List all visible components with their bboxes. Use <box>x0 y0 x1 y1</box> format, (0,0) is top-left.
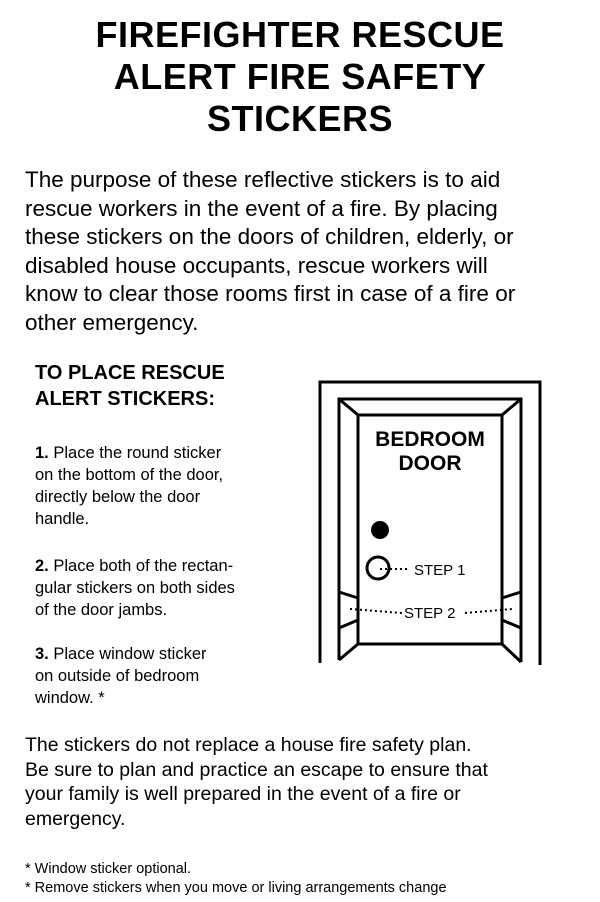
intro-line: other emergency. <box>25 309 199 335</box>
step1-label: STEP 1 <box>414 562 466 579</box>
step-number: 2. <box>35 557 49 575</box>
door-label-line: BEDROOM <box>375 428 485 451</box>
intro-line: The purpose of these reflective stickers is to aid <box>25 167 501 192</box>
title-line: STICKERS <box>206 98 394 139</box>
outro-line: Be sure to plan and practice an escape to ensure that <box>25 758 488 781</box>
instructions-heading <box>35 360 295 412</box>
outro-line: emergency. <box>25 807 126 830</box>
intro-line: know to clear those rooms first in case of a fire or <box>25 281 516 306</box>
instruction-step-2 <box>35 555 295 621</box>
step2-label: STEP 2 <box>404 605 456 622</box>
outro-paragraph <box>25 733 585 831</box>
step-text: Place window sticker <box>53 645 207 663</box>
step-text: on outside of bedroom <box>35 667 200 685</box>
title-line: FIREFIGHTER RESCUE <box>95 14 505 55</box>
outro-line: your family is well prepared in the event of a fire or <box>25 783 461 805</box>
page-title <box>0 14 600 140</box>
step-text: directly below the door <box>35 488 201 506</box>
jamb-sticker-icon <box>502 592 521 598</box>
title-line: ALERT FIRE SAFETY <box>113 56 487 97</box>
intro-line: these stickers on the doors of children, elderly, or <box>25 224 514 249</box>
outro-line: The stickers do not replace a house fire safety plan. <box>25 734 472 756</box>
heading-line: ALERT STICKERS: <box>35 388 215 410</box>
step-number: 1. <box>35 444 49 462</box>
step-text: Place the round sticker <box>53 444 222 462</box>
step-text: handle. <box>35 510 90 528</box>
step-number: 3. <box>35 645 49 663</box>
intro-line: disabled house occupants, rescue workers will <box>25 252 488 278</box>
door-diagram <box>300 370 560 680</box>
intro-paragraph <box>25 166 585 337</box>
footnote: * Window sticker optional. <box>25 861 192 877</box>
step-text: of the door jambs. <box>35 601 168 619</box>
door-handle-icon <box>371 521 389 539</box>
heading-line: TO PLACE RESCUE <box>35 362 225 384</box>
footnotes <box>25 860 585 897</box>
instruction-step-1 <box>35 442 295 530</box>
step-text: gular stickers on both sides <box>35 579 235 597</box>
footnote: * Remove stickers when you move or living arrangements change <box>25 879 447 896</box>
step-text: on the bottom of the door, <box>35 466 224 484</box>
jamb-sticker-icon <box>339 592 358 598</box>
step2-leader-right <box>465 609 512 613</box>
door-illustration-icon <box>300 370 560 680</box>
step-text: window. * <box>35 689 105 707</box>
door-label-line: DOOR <box>398 452 462 475</box>
intro-line: rescue workers in the event of a fire. By placing <box>25 195 498 221</box>
instruction-step-3 <box>35 643 295 709</box>
step-text: Place both of the rectan- <box>53 557 234 575</box>
